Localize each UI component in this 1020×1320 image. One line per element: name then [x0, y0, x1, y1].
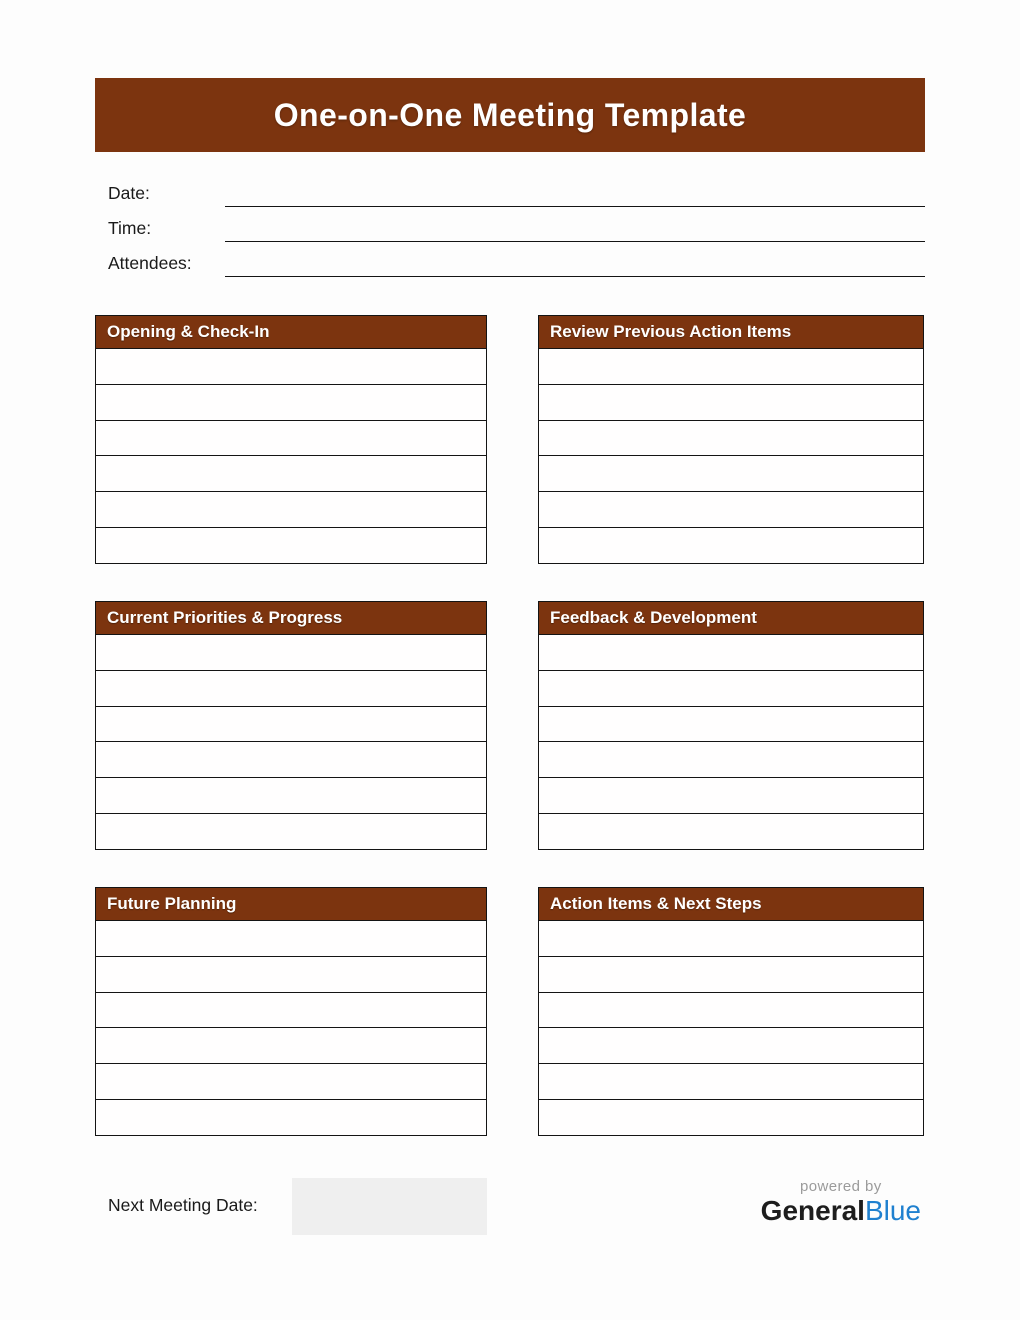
section-row[interactable] — [96, 778, 486, 814]
next-meeting-date-field[interactable] — [292, 1178, 487, 1235]
section-row[interactable] — [539, 742, 923, 778]
section-header-1 — [539, 316, 923, 349]
meta-row — [108, 172, 925, 207]
section-row[interactable] — [539, 349, 923, 385]
meta-input-line-0[interactable] — [225, 182, 925, 207]
section-body — [96, 349, 486, 563]
meta-label-1: Time: — [108, 218, 152, 238]
section-row[interactable] — [96, 957, 486, 993]
generalblue-brand — [761, 1179, 921, 1225]
section-row[interactable] — [539, 921, 923, 957]
section-row[interactable] — [96, 421, 486, 457]
meta-row — [108, 242, 925, 277]
section-row[interactable] — [539, 778, 923, 814]
meta-input-line-1[interactable] — [225, 217, 925, 242]
section-row[interactable] — [539, 993, 923, 1029]
section-row[interactable] — [539, 421, 923, 457]
document-title-bar — [95, 78, 925, 152]
section-title: Feedback & Development — [550, 608, 757, 627]
powered-by-text: powered by — [800, 1178, 882, 1195]
section-row[interactable] — [96, 993, 486, 1029]
section-row[interactable] — [539, 957, 923, 993]
section-row[interactable] — [539, 1028, 923, 1064]
section-row[interactable] — [539, 492, 923, 528]
section-body — [96, 635, 486, 849]
section-2 — [95, 601, 487, 850]
section-row[interactable] — [539, 671, 923, 707]
section-0 — [95, 315, 487, 564]
section-body — [539, 921, 923, 1135]
section-row[interactable] — [96, 742, 486, 778]
section-5 — [538, 887, 924, 1136]
section-header-4 — [96, 888, 486, 921]
section-title: Action Items & Next Steps — [550, 894, 762, 913]
section-title: Opening & Check-In — [107, 322, 270, 341]
section-row[interactable] — [96, 1100, 486, 1135]
section-row[interactable] — [539, 528, 923, 563]
section-1 — [538, 315, 924, 564]
brand-blue-text: Blue — [864, 1195, 921, 1226]
meta-label-0: Date: — [108, 183, 150, 203]
section-row[interactable] — [96, 456, 486, 492]
meta-input-line-2[interactable] — [225, 252, 925, 277]
section-row[interactable] — [539, 1100, 923, 1135]
brand-general-text: General — [760, 1195, 865, 1226]
section-row[interactable] — [539, 814, 923, 849]
section-header-5 — [539, 888, 923, 921]
section-header-0 — [96, 316, 486, 349]
section-body — [96, 921, 486, 1135]
section-row[interactable] — [539, 456, 923, 492]
section-row[interactable] — [96, 814, 486, 849]
section-row[interactable] — [539, 707, 923, 743]
section-row[interactable] — [96, 1064, 486, 1100]
section-title: Future Planning — [107, 894, 237, 913]
section-body — [539, 635, 923, 849]
section-row[interactable] — [539, 385, 923, 421]
section-row[interactable] — [96, 385, 486, 421]
section-3 — [538, 601, 924, 850]
meta-row — [108, 207, 925, 242]
section-header-2 — [96, 602, 486, 635]
meta-label-2: Attendees: — [108, 253, 192, 273]
section-title: Current Priorities & Progress — [107, 608, 343, 627]
next-meeting-date-label: Next Meeting Date: — [108, 1195, 258, 1215]
section-body — [539, 349, 923, 563]
section-row[interactable] — [96, 1028, 486, 1064]
section-row[interactable] — [96, 671, 486, 707]
section-row[interactable] — [96, 921, 486, 957]
section-row[interactable] — [96, 528, 486, 563]
page-title: One-on-One Meeting Template — [273, 96, 747, 133]
section-row[interactable] — [96, 635, 486, 671]
section-row[interactable] — [96, 707, 486, 743]
section-header-3 — [539, 602, 923, 635]
sections-grid — [95, 315, 925, 1136]
generalblue-logo — [761, 1197, 921, 1225]
section-row[interactable] — [96, 349, 486, 385]
meta-fields — [108, 172, 925, 277]
section-row[interactable] — [96, 492, 486, 528]
section-title: Review Previous Action Items — [550, 322, 792, 341]
section-row[interactable] — [539, 1064, 923, 1100]
section-row[interactable] — [539, 635, 923, 671]
section-4 — [95, 887, 487, 1136]
